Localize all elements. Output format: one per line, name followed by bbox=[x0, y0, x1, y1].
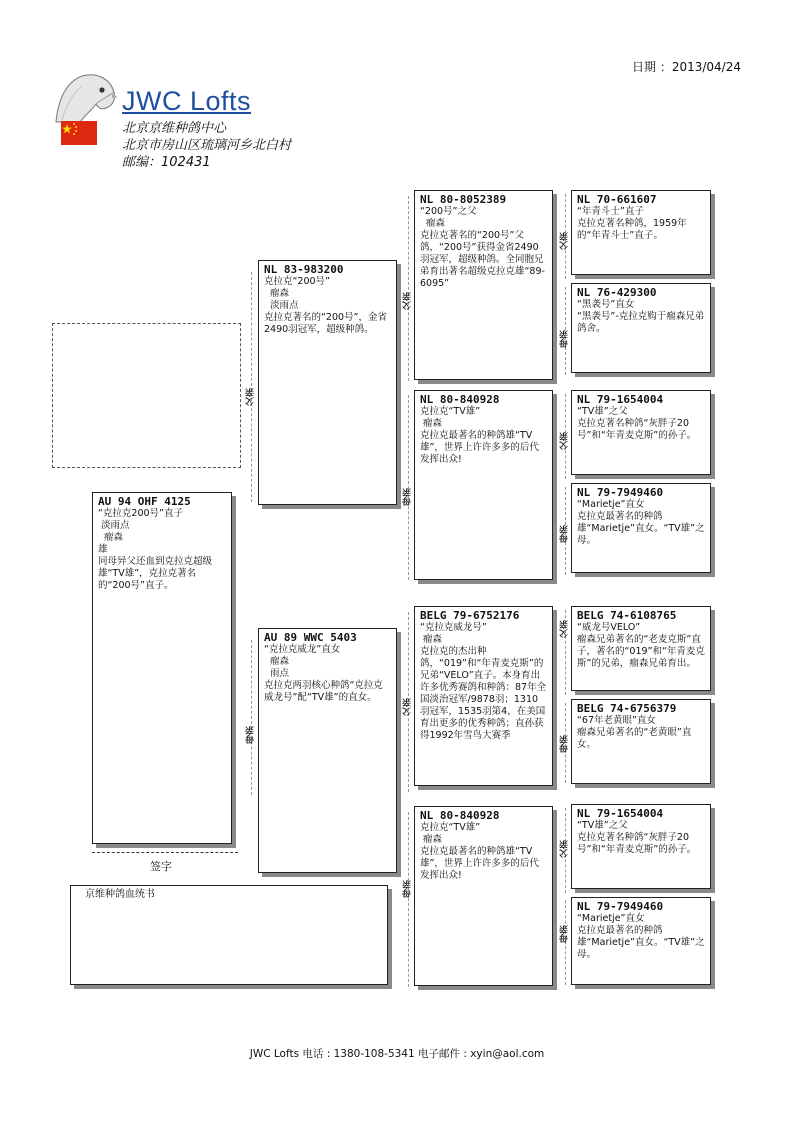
dsd-ring-id: BELG 74-6756379 bbox=[577, 702, 677, 715]
footer-contact: JWC Lofts 电话 : 1380-108-5341 电子邮件 : xyin@aol.com bbox=[249, 1048, 545, 1060]
subject-line: 同母异父还血到克拉克超级雄“TV雄”，克拉克著名的“200号”直子。 bbox=[98, 556, 213, 591]
sss-line: “年青斗士”直子 bbox=[577, 206, 644, 217]
sds-ring-id: NL 79-1654004 bbox=[577, 393, 664, 406]
sire-sire-ring-id: NL 80-8052389 bbox=[420, 193, 507, 206]
dam-dam-line: 瘤森 bbox=[420, 834, 443, 845]
sire-dam-card[interactable] bbox=[414, 390, 553, 580]
sds-line: 克拉克著名种鸽“灰胖子20号”和“年青麦克斯”的孙子。 bbox=[577, 418, 697, 441]
subject-card[interactable] bbox=[92, 492, 232, 844]
sdd-card[interactable] bbox=[571, 483, 711, 573]
father-label: 父亲 bbox=[560, 620, 570, 638]
ddd-ring-id: NL 79-7949460 bbox=[577, 900, 664, 913]
sire-dam-ring-id: NL 80-840928 bbox=[420, 393, 500, 406]
dds-ring-id: NL 79-1654004 bbox=[577, 807, 664, 820]
sire-line: 瘤森 bbox=[264, 288, 290, 299]
ssd-card[interactable] bbox=[571, 283, 711, 373]
subject-line: 雄 bbox=[98, 544, 108, 555]
dam-sire-line: 瘤森 bbox=[420, 634, 443, 645]
sire-line: 克拉克“200号” bbox=[264, 276, 330, 287]
certificate-title: 京维种鸽血统书 bbox=[85, 889, 155, 900]
mother-label: 母亲 bbox=[403, 880, 413, 898]
logo-title[interactable]: JWC Lofts bbox=[122, 86, 252, 116]
dds-line: 克拉克著名种鸽“灰胖子20号”和“年青麦克斯”的孙子。 bbox=[577, 832, 697, 855]
dam-sire-line: “克拉克威龙号” bbox=[420, 622, 487, 633]
dsd-card[interactable] bbox=[571, 699, 711, 784]
dam-dam-ring-id: NL 80-840928 bbox=[420, 809, 500, 822]
postal-code: 邮编：102431 bbox=[122, 155, 211, 170]
sire-card[interactable] bbox=[258, 260, 397, 505]
sire-sire-line: “200号”之父 bbox=[420, 206, 477, 217]
signature-line[interactable] bbox=[92, 852, 238, 853]
father-label: 父亲 bbox=[246, 388, 256, 406]
father-label: 父亲 bbox=[560, 840, 570, 858]
dam-card[interactable] bbox=[258, 628, 397, 873]
dss-line: 瘤森兄弟著名的“老麦克斯”直子，著名的“019”和“年青麦克斯”的兄弟，瘤森兄弟育出。 bbox=[577, 634, 705, 669]
china-flag-icon bbox=[61, 121, 97, 145]
mother-label: 母亲 bbox=[560, 330, 570, 348]
dam-sire-card[interactable] bbox=[414, 606, 553, 786]
ddd-line: “Marietje”直女 bbox=[577, 913, 645, 924]
mother-label: 母亲 bbox=[560, 735, 570, 753]
subject-line: 瘤森 bbox=[98, 532, 124, 543]
dsd-line: 瘤森兄弟著名的“老黄眼”直女。 bbox=[577, 727, 692, 750]
sire-dam-line: 瘤森 bbox=[420, 418, 443, 429]
father-label: 父亲 bbox=[560, 232, 570, 250]
subject-ring-id: AU 94 OHF 4125 bbox=[98, 495, 191, 508]
sire-dam-line: 克拉克最著名的种鸽雄“TV雄”，世界上许许多多的后代发挥出众! bbox=[420, 430, 539, 465]
sss-line: 克拉克著名种鸽，1959年的“年青斗士”直子。 bbox=[577, 218, 687, 241]
ssd-line: “黑袭号”-克拉克购于瘤森兄弟鸽舍。 bbox=[577, 311, 705, 334]
dsd-line: “67年老黄眼”直女 bbox=[577, 715, 656, 726]
sire-sire-line: 瘤森 bbox=[420, 218, 446, 229]
mother-label: 母亲 bbox=[560, 925, 570, 943]
pigeon-logo-icon bbox=[52, 70, 118, 126]
subject-line: 淡雨点 bbox=[98, 520, 130, 531]
dam-dam-line: 克拉克最著名的种鸽雄“TV雄”，世界上许许多多的后代发挥出众! bbox=[420, 846, 539, 881]
connector-line bbox=[251, 640, 252, 795]
center-name: 北京京维种鸽中心 bbox=[122, 121, 227, 136]
dam-sire-line: 克拉克的杰出种鸽，“019”和“年青麦克斯”的兄弟“VELO”直子。本身育出许多优秀赛鸽和种鸽：87年全国淡治冠军/9878羽；1310羽冠军，1535羽第4，在美国育出更多的优秀种鸽；直孙获得1992年雪鸟大赛季 bbox=[420, 646, 547, 741]
connector-line bbox=[408, 196, 409, 381]
mother-label: 母亲 bbox=[246, 726, 256, 744]
dss-ring-id: BELG 74-6108765 bbox=[577, 609, 677, 622]
sds-card[interactable] bbox=[571, 390, 711, 475]
date-label: 日期 ：2013/04/24 bbox=[632, 60, 741, 74]
ddd-card[interactable] bbox=[571, 897, 711, 985]
dam-line: 雨点 bbox=[264, 668, 290, 679]
certificate-box bbox=[70, 885, 388, 985]
father-label: 父亲 bbox=[403, 292, 413, 310]
father-label: 父亲 bbox=[560, 432, 570, 450]
sss-ring-id: NL 70-661607 bbox=[577, 193, 657, 206]
sdd-line: “Marietje”直女 bbox=[577, 499, 645, 510]
sire-sire-card[interactable] bbox=[414, 190, 553, 380]
sire-line: 克拉克著名的“200号”，金省2490羽冠军，超级种鸽。 bbox=[264, 312, 387, 335]
dam-dam-card[interactable] bbox=[414, 806, 553, 986]
ddd-line: 克拉克最著名的种鸽雄“Marietje”直女。“TV雄”之母。 bbox=[577, 925, 705, 960]
dam-line: 克拉克两羽核心种鸽“克拉克威龙号”配“TV雄”的直女。 bbox=[264, 680, 383, 703]
dam-ring-id: AU 89 WWC 5403 bbox=[264, 631, 357, 644]
mother-label: 母亲 bbox=[403, 488, 413, 506]
sdd-ring-id: NL 79-7949460 bbox=[577, 486, 664, 499]
photo-placeholder[interactable] bbox=[52, 323, 241, 468]
dds-line: “TV雄”之父 bbox=[577, 820, 628, 831]
sire-sire-line: 克拉克著名的“200号”父鸽，“200号”获得金省2490羽冠军，超级种鸽。全同胞兄弟育出著名超级克拉克雄“89-6095” bbox=[420, 230, 545, 289]
sire-dam-line: 克拉克“TV雄” bbox=[420, 406, 481, 417]
signature-label: 签字 bbox=[150, 860, 172, 873]
dam-line: “克拉克威龙”直女 bbox=[264, 644, 341, 655]
subject-line: “克拉克200号”直子 bbox=[98, 508, 183, 519]
dds-card[interactable] bbox=[571, 804, 711, 889]
sds-line: “TV雄”之父 bbox=[577, 406, 628, 417]
dss-line: “威龙号VELO” bbox=[577, 622, 641, 633]
dss-card[interactable] bbox=[571, 606, 711, 691]
connector-line bbox=[251, 272, 252, 502]
dam-line: 瘤森 bbox=[264, 656, 290, 667]
ssd-line: “黑袭号”直女 bbox=[577, 299, 635, 310]
center-address: 北京市房山区琉璃河乡北白村 bbox=[122, 138, 292, 153]
connector-line bbox=[408, 812, 409, 987]
ssd-ring-id: NL 76-429300 bbox=[577, 286, 657, 299]
sire-ring-id: NL 83-983200 bbox=[264, 263, 344, 276]
sdd-line: 克拉克最著名的种鸽雄“Marietje”直女。“TV雄”之母。 bbox=[577, 511, 705, 546]
dam-sire-ring-id: BELG 79-6752176 bbox=[420, 609, 520, 622]
sss-card[interactable] bbox=[571, 190, 711, 275]
father-label: 父亲 bbox=[403, 698, 413, 716]
mother-label: 母亲 bbox=[560, 525, 570, 543]
dam-dam-line: 克拉克“TV雄” bbox=[420, 822, 481, 833]
sire-line: 淡雨点 bbox=[264, 300, 299, 311]
